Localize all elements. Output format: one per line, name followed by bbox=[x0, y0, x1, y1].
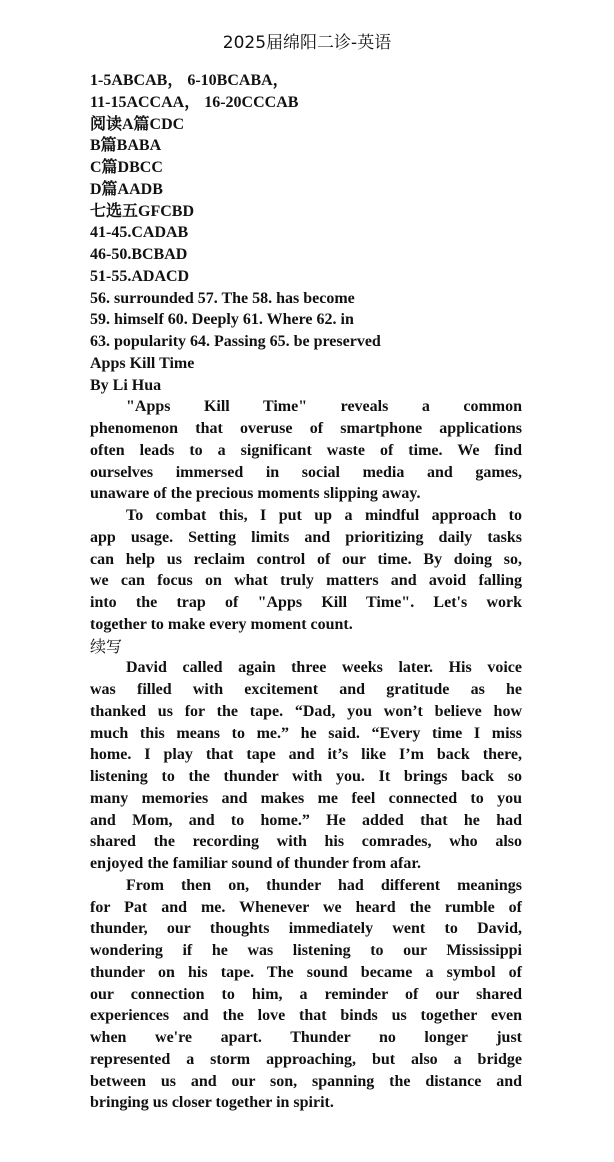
answer-line: 56. surrounded 57. The 58. has become bbox=[90, 289, 355, 307]
paragraph-line: David called again three weeks later. His voice bbox=[126, 659, 522, 677]
paragraph-line: unaware of the precious moments slipping away. bbox=[90, 485, 421, 503]
paragraph-line: into the trap of "Apps Kill Time". Let's work bbox=[90, 594, 522, 611]
paragraph-line: often leads to a significant waste of time. We find bbox=[90, 441, 522, 459]
paragraph bbox=[90, 875, 522, 1114]
paragraph-line: we can focus on what truly matters and avoid falling bbox=[90, 572, 522, 590]
paragraph-line: when we're apart. Thunder no longer just bbox=[90, 1029, 522, 1046]
paragraph-line: between us and our son, spanning the distance and bbox=[90, 1072, 522, 1090]
paragraph-line: wondering if he was listening to our Mississippi bbox=[90, 942, 522, 959]
paragraph-line: bringing us closer together in spirit. bbox=[90, 1094, 334, 1112]
paragraph bbox=[90, 657, 522, 875]
paragraph-line: and Mom, and to home.” He added that he had bbox=[90, 811, 522, 829]
continuation-body bbox=[90, 657, 522, 1114]
paragraph-line: thunder, our thoughts immediately went to David, bbox=[90, 920, 522, 938]
answer-line: D篇AADB bbox=[90, 180, 163, 198]
paragraph-line: many memories and makes me feel connected to you bbox=[90, 789, 522, 807]
paragraph-line: "Apps Kill Time" reveals a common bbox=[126, 398, 522, 416]
paragraph-line: for Pat and me. Whenever we heard the rumble of bbox=[90, 898, 522, 916]
paragraph-line: app usage. Setting limits and prioritizing daily tasks bbox=[90, 528, 522, 546]
paragraph-line: was filled with excitement and gratitude as he bbox=[90, 681, 522, 698]
answer-line: 1-5ABCAB， 6-10BCABA， bbox=[90, 72, 289, 89]
answer-line: B篇BABA bbox=[90, 137, 162, 155]
answer-line: 阅读A篇CDC bbox=[90, 115, 185, 133]
paragraph-line: home. I play that tape and it’s like I’m back there, bbox=[90, 746, 522, 764]
paragraph-line: listening to the thunder with you. It brings back so bbox=[90, 768, 522, 785]
answer-line: 63. popularity 64. Passing 65. be preserved bbox=[90, 333, 381, 350]
paragraph-line: thunder on his tape. The sound became a symbol of bbox=[90, 963, 522, 981]
answer-line: 59. himself 60. Deeply 61. Where 62. in bbox=[90, 311, 354, 329]
paragraph-line: can help us reclaim control of our time. By doing so, bbox=[90, 550, 522, 568]
paragraph-line: thanked us for the tape. “Dad, you won’t believe how bbox=[90, 702, 522, 720]
paragraph-line: our connection to him, a reminder of our shared bbox=[90, 985, 522, 1003]
answer-line: 46-50.BCBAD bbox=[90, 246, 188, 263]
essay-author: By Li Hua bbox=[90, 376, 162, 394]
paragraph-line: To combat this, I put up a mindful approach to bbox=[126, 507, 522, 524]
answer-line: C篇DBCC bbox=[90, 159, 163, 176]
answer-line: 七选五GFCBD bbox=[90, 202, 195, 220]
paragraph-line: enjoyed the familiar sound of thunder from afar. bbox=[90, 855, 421, 872]
document-body bbox=[90, 70, 522, 1114]
essay-title: Apps Kill Time bbox=[90, 354, 195, 372]
paragraph-line: experiences and the love that binds us together even bbox=[90, 1007, 522, 1025]
answer-line: 41-45.CADAB bbox=[90, 224, 189, 242]
paragraph-line: ourselves immersed in social media and games, bbox=[90, 463, 522, 481]
document-title: 2025届绵阳二诊-英语 bbox=[222, 33, 392, 53]
paragraph-line: represented a storm approaching, but also a bridge bbox=[90, 1050, 522, 1068]
answer-line: 51-55.ADACD bbox=[90, 267, 190, 285]
continuation-heading: 续写 bbox=[90, 636, 123, 656]
paragraph-line: From then on, thunder had different meanings bbox=[126, 876, 522, 894]
essay-body bbox=[90, 396, 522, 635]
paragraph-line: shared the recording with his comrades, who also bbox=[90, 833, 522, 851]
paragraph-line: phenomenon that overuse of smartphone applications bbox=[90, 420, 522, 437]
paragraph-line: together to make every moment count. bbox=[90, 615, 353, 633]
paragraph-line: much this means to me.” he said. “Every time I miss bbox=[90, 724, 522, 742]
paragraph bbox=[90, 505, 522, 636]
answer-line: 11-15ACCAA， 16-20CCCAB bbox=[90, 93, 299, 111]
answer-key bbox=[90, 70, 522, 353]
paragraph bbox=[90, 396, 522, 505]
